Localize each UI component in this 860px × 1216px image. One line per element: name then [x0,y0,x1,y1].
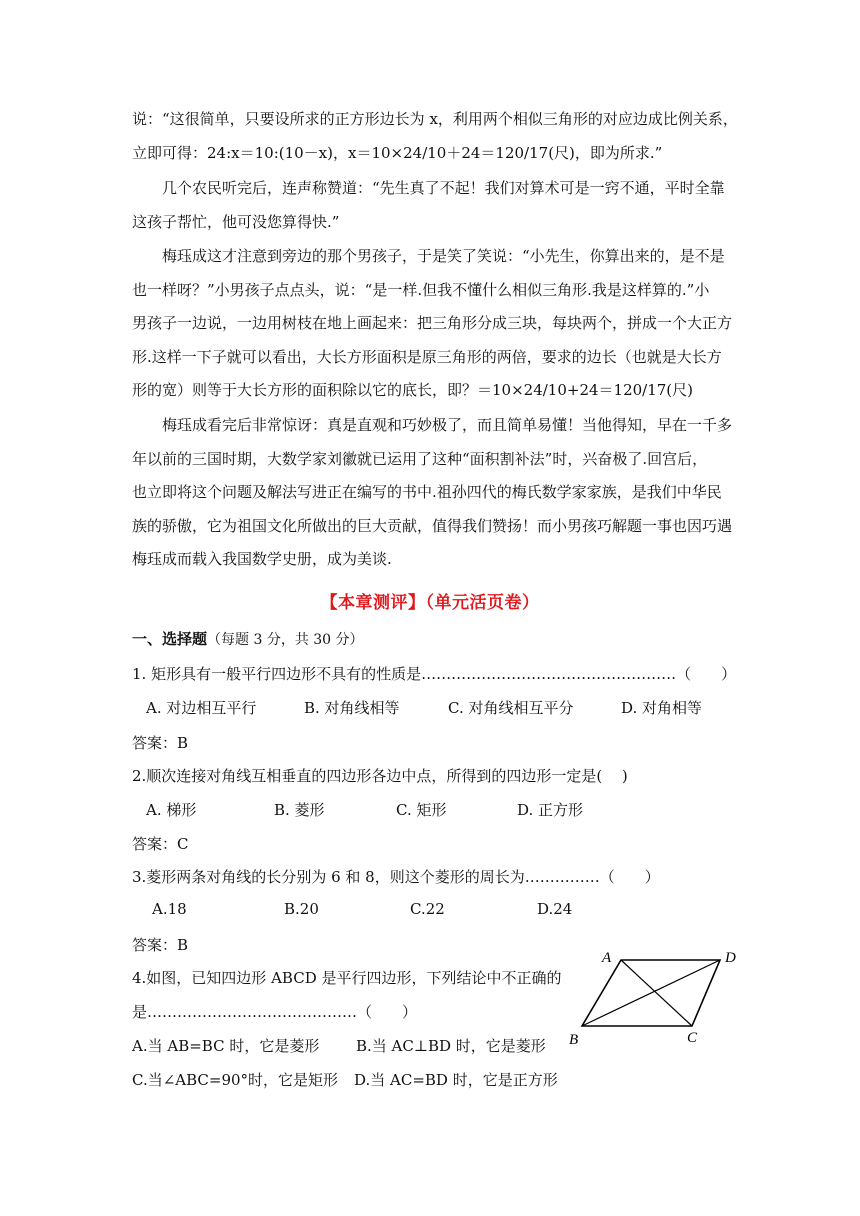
question-2-option-c: C. 矩形 [396,801,447,819]
vertex-label-b: B [569,1032,579,1048]
question-3-option-c: C.22 [410,900,445,918]
question-2-option-d: D. 正方形 [517,801,584,819]
story-paragraph-3 [132,240,732,408]
text-line: 梅珏成这才注意到旁边的那个男孩子，于是笑了笑说：“小先生，你算出来的，是不是 [162,247,725,265]
text-line: 也一样呀？”小男孩子点点头，说：“是一样.但我不懂什么相似三角形.我是这样算的.”小 [132,280,710,299]
vertex-label-a: A [602,950,612,966]
text-line: 这孩子帮忙，他可没您算得快.” [132,212,340,231]
question-2-answer: 答案：C [132,835,189,853]
text-line: 男孩子一边说，一边用树枝在地上画起来：把三角形分成三块，每块两个，拼成一个大正方 [132,314,733,332]
question-1-stem: 1. 矩形具有一般平行四边形不具有的性质是……………………………………………（ ） [132,665,737,683]
question-4-option-b: B.当 AC⊥BD 时，它是菱形 [356,1037,546,1055]
text-line: 梅珏成看完后非常惊讶：真是直观和巧妙极了，而且简单易懂！当他得知，早在一千多 [162,416,733,434]
vertex-label-d: D [725,950,736,966]
question-2-option-a: A. 梯形 [146,801,197,819]
diagonal-ac [621,960,692,1026]
question-3-stem: 3.菱形两条对角线的长分别为 6 和 8，则这个菱形的周长为……………（ ） [132,868,660,886]
text-line: 族的骄傲，它为祖国文化所做出的巨大贡献，值得我们赞扬！而小男孩巧解题一事也因巧遇 [132,516,733,535]
text-line: 几个农民听完后，连声称赞道：“先生真了不起！我们对算术可是一窍不通，平时全靠 [162,179,725,197]
section-note: （每题 3 分，共 30 分） [207,632,364,648]
text-line: 形的宽）则等于大长方形的面积除以它的底长，即？＝10×24/10+24＝120/17(尺) [132,381,694,399]
chapter-test-title: 【本章测评】（单元活页卷） [320,593,540,613]
story-paragraph-4 [132,409,732,577]
text-line: 梅珏成而载入我国数学史册，成为美谈. [132,550,392,568]
text-line: 年以前的三国时期，大数学家刘徽就已运用了这种“面积割补法”时，兴奋极了.回宫后， [132,449,708,468]
question-4-option-c: C.当∠ABC=90°时，它是矩形 [132,1071,339,1089]
story-paragraph-2 [132,172,732,239]
question-4-stem-line-1: 4.如图，已知四边形 ABCD 是平行四边形，下列结论中不正确的 [132,969,562,987]
question-3-option-b: B.20 [284,900,319,918]
text-line: 也立即将这个问题及解法写进正在编写的书中.祖孙四代的梅氏数学家家族，是我们中华民 [132,483,722,501]
text-line: 说：“这很简单，只要设所求的正方形边长为 x，利用两个相似三角形的对应边成比例关系， [132,110,738,128]
question-1-option-a: A. 对边相互平行 [146,699,257,717]
text-line: 形.这样一下子就可以看出，大长方形面积是原三角形的两倍，要求的边长（也就是大长方 [132,347,722,366]
question-1-answer: 答案：B [132,734,189,752]
question-4-stem-line-2: 是……………………………………（ ） [132,1003,418,1021]
parallelogram-figure [562,940,752,1050]
vertex-label-c: C [687,1030,698,1046]
question-1-option-d: D. 对角相等 [621,699,703,717]
text-line: 立即可得：24:x＝10:(10－x)，x＝10×24/10＋24＝120/17(尺)，即为所求.” [132,143,663,162]
question-1-option-c: C. 对角线相互平分 [448,699,574,717]
story-paragraph-1 [132,103,738,170]
question-4-option-a: A.当 AB=BC 时，它是菱形 [132,1037,320,1055]
diagonal-bd [582,960,720,1026]
question-3-option-d: D.24 [537,900,573,918]
question-4-option-d: D.当 AC=BD 时，它是正方形 [354,1071,558,1089]
question-2-stem: 2.顺次连接对角线互相垂直的四边形各边中点，所得到的四边形一定是( ) [132,767,628,785]
section-heading [132,628,364,649]
question-2-option-b: B. 菱形 [274,801,325,819]
question-3-answer: 答案：B [132,936,189,954]
question-1-option-b: B. 对角线相等 [304,699,400,717]
question-3-option-a: A.18 [152,900,187,918]
section-title: 一、选择题 [132,630,208,648]
